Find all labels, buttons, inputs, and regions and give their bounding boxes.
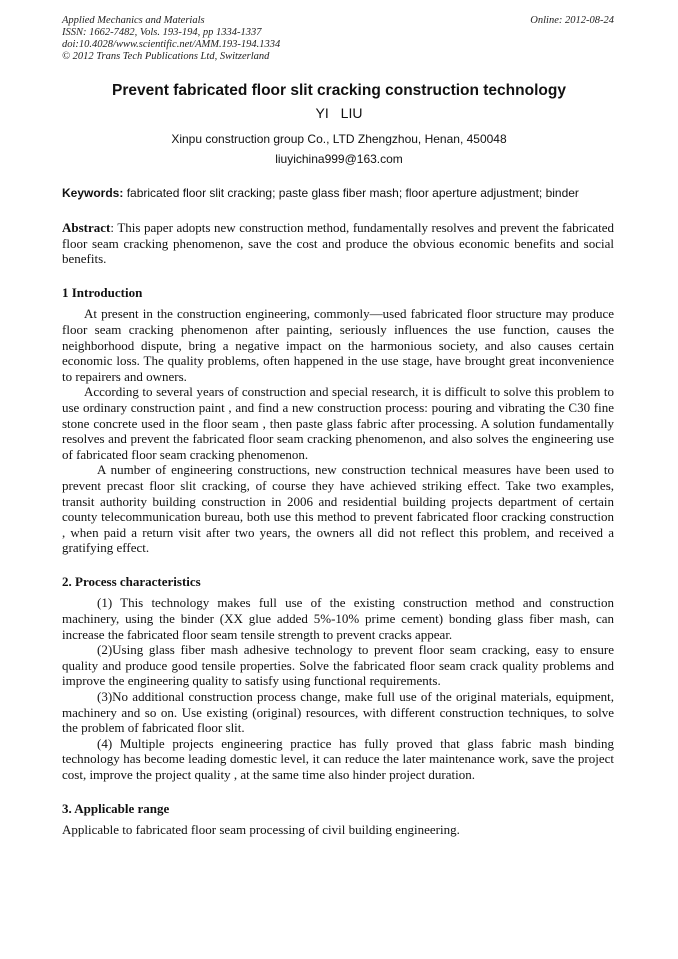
keywords-label: Keywords: bbox=[62, 186, 124, 200]
abstract-label: Abstract bbox=[62, 220, 111, 235]
copyright: © 2012 Trans Tech Publications Ltd, Switzerland bbox=[62, 51, 270, 62]
keywords-text: fabricated floor slit cracking; paste glass fiber mash; floor aperture adjustment; binder bbox=[126, 186, 579, 200]
author: YI LIU bbox=[315, 105, 363, 121]
journal-name: Applied Mechanics and Materials bbox=[62, 15, 205, 26]
abstract bbox=[62, 220, 614, 267]
issn: ISSN: 1662-7482, Vols. 193-194, pp 1334-1337 bbox=[62, 27, 262, 38]
doi: doi:10.4028/www.scientific.net/AMM.193-194.1334 bbox=[62, 39, 281, 50]
process-paragraph-1: (1) This technology makes full use of the existing construction method and construction machinery, using the binder (XX glue added 5%-10% prime cement) bonding glass fiber mash, can increase the fabricated floor seam tensile strength to prevent cracks appear. bbox=[62, 595, 614, 642]
process-paragraph-2: (2)Using glass fiber mash adhesive technology to prevent floor seam cracking, easy to ensure quality and produce good tensile properties. Solve the fabricated floor seam crack quality problems and improve the engineering quality to satisfy using functional requirements. bbox=[62, 642, 614, 689]
range-heading: 3. Applicable range bbox=[62, 800, 170, 816]
process-paragraph-3: (3)No additional construction process change, make full use of the original materials, equipment, machinery and so on. Use existing (original) resources, with different construction techniques, to solve the problem of fabricated floor slit. bbox=[62, 689, 614, 736]
paper-title: Prevent fabricated floor slit cracking construction technology bbox=[112, 82, 566, 99]
process-heading: 2. Process characteristics bbox=[62, 573, 201, 589]
journal-header bbox=[62, 15, 614, 63]
author-email: liuyichina999@163.com bbox=[275, 152, 403, 166]
affiliation: Xinpu construction group Co., LTD Zhengzhou, Henan, 450048 bbox=[171, 132, 507, 146]
range-paragraph-1: Applicable to fabricated floor seam processing of civil building engineering. bbox=[62, 822, 460, 838]
process-paragraph-4: (4) Multiple projects engineering practice has fully proved that glass fabric mash binding technology has become leading domestic level, it can reduce the later maintenance work, save the project cost, improve the project quality , at the same time also hinder project duration. bbox=[62, 735, 614, 782]
intro-paragraph-2: According to several years of construction and special research, it is difficult to solve this problem to use ordinary construction paint , and find a new construction process: pouring and vibrating the C30 fine stone concrete used in the floor seam , then paste glass fabric after processing. A solution fundamentally resolves and prevent the fabricated floor seam cracking phenomenon, and also solves the engineering use of fabricated floor seam cracking phenomenon. bbox=[62, 384, 614, 462]
intro-paragraph-3: A number of engineering constructions, new construction technical measures have been used to prevent precast floor slit cracking, of course they have achieved striking effect. Take two examples, transit authority building construction in 2006 and residential building projects department of certain county telecommunication bureau, both use this method to prevent fabricated floor cracking construction , when paid a return visit after two years, the owners all did not reflect this problem, and received a gratifying effect. bbox=[62, 462, 614, 556]
abstract-text: : This paper adopts new construction method, fundamentally resolves and prevent the fabricated floor seam cracking phenomenon, save the cost and produce the obvious economic benefits and social benefits. bbox=[62, 220, 614, 267]
keywords bbox=[62, 186, 614, 200]
paper-body bbox=[62, 220, 614, 838]
intro-paragraph-1: At present in the construction engineering, commonly—used fabricated floor structure may produce floor seam cracking phenomenon after painting, seriously influences the use function, causes the neighborhood dispute, bring a negative impact on the harmonious society, and also causes certain economic loss. The quality problems, often happened in the use stage, have brought great inconvenience to repairers and owners. bbox=[62, 306, 614, 384]
online-date: Online: 2012-08-24 bbox=[530, 15, 614, 26]
intro-heading: 1 Introduction bbox=[62, 284, 143, 300]
